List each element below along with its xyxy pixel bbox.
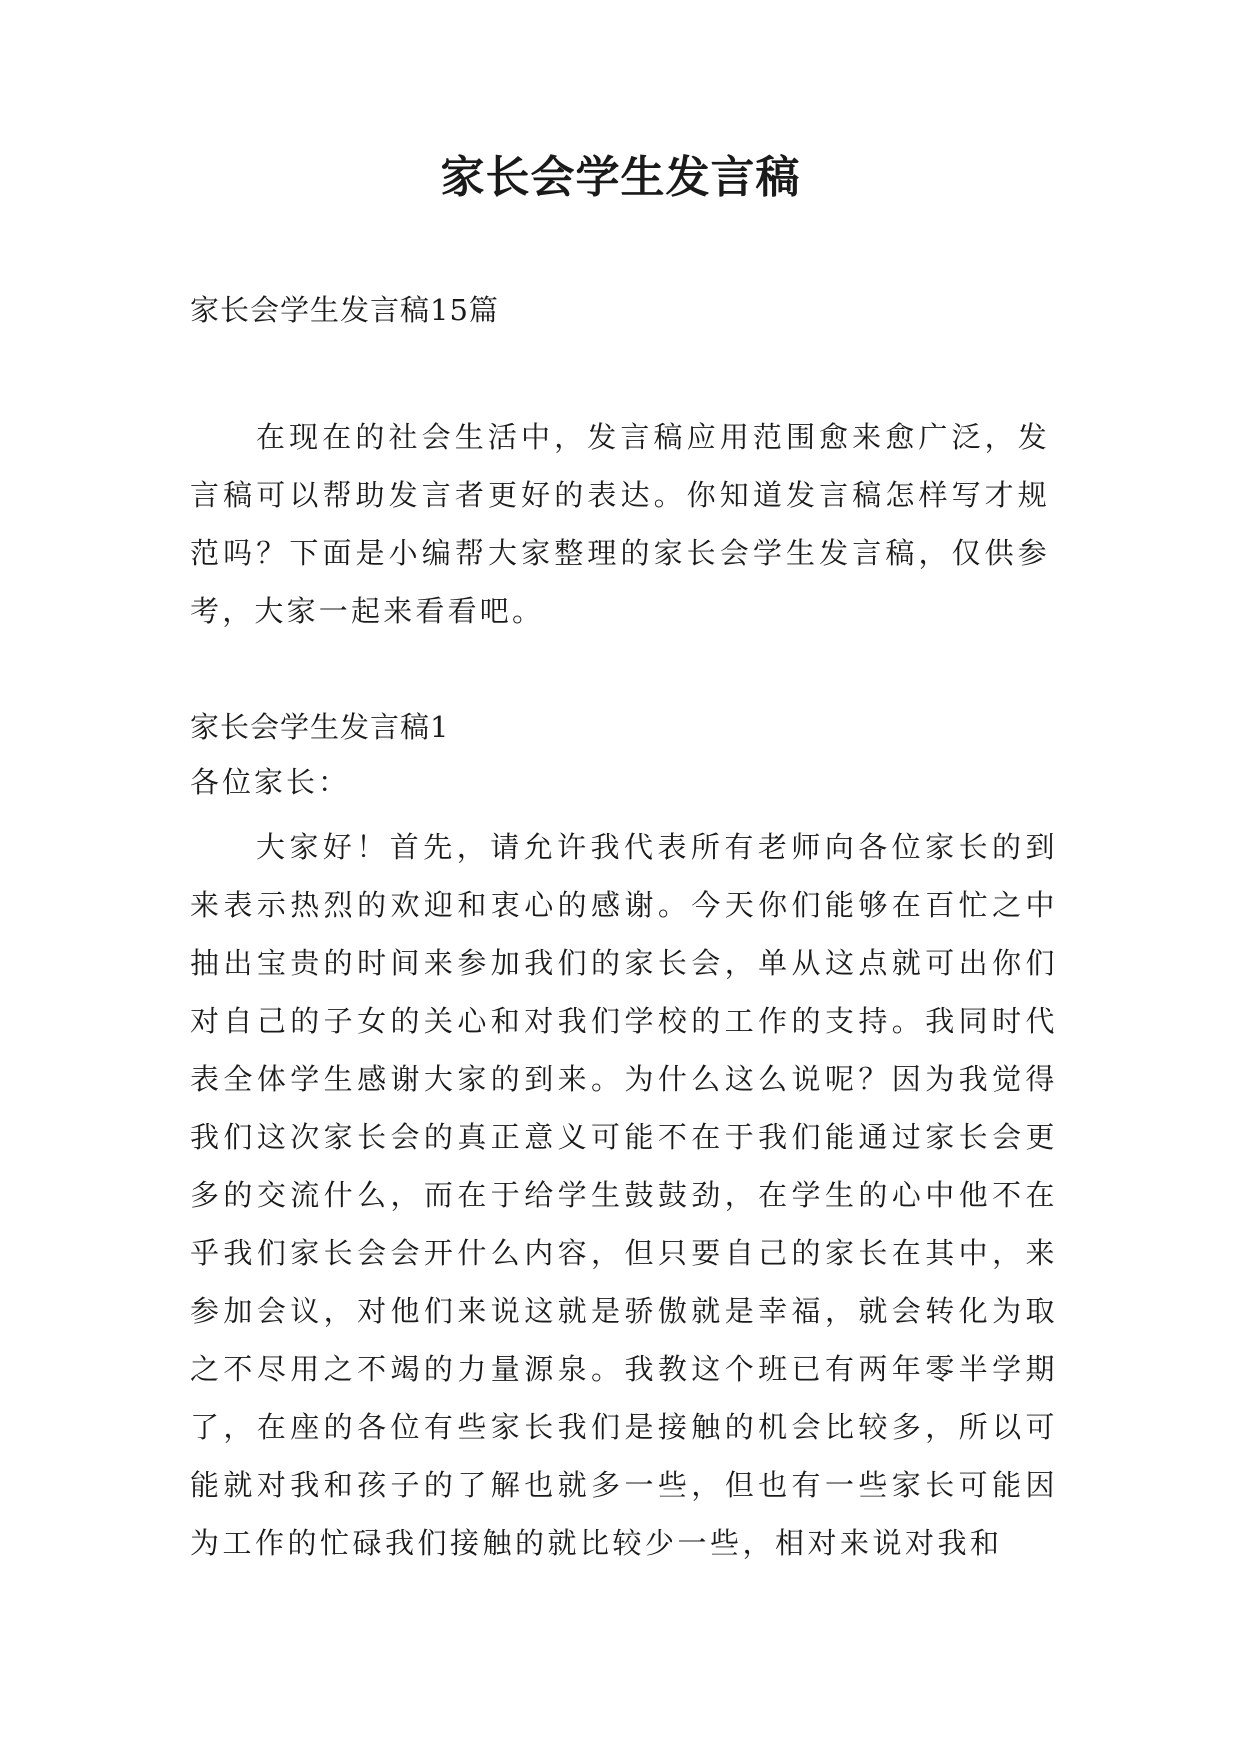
section-heading: 家长会学生发言稿1	[190, 710, 450, 744]
document-title: 家长会学生发言稿	[440, 152, 801, 203]
salutation: 各位家长：	[190, 765, 351, 799]
intro-paragraph: 在现在的社会生活中，发言稿应用范围愈来愈广泛，发言稿可以帮助发言者更好的表达。你知道发言稿怎样写才规范吗？下面是小编帮大家整理的家长会学生发言稿，仅供参考，大家一起来看看吧。	[190, 420, 1050, 628]
body-paragraph: 大家好！首先，请允许我代表所有老师向各位家长的到来表示热烈的欢迎和衷心的感谢。今天你们能够在百忙之中抽出宝贵的时间来参加我们的家长会，单从这点就可出你们对自己的子女的关心和对我们学校的工作的支持。我同时代表全体学生感谢大家的到来。为什么这么说呢？因为我觉得我们这次家长会的真正意义可能不在于我们能通过家长会更多的交流什么，而在于给学生鼓鼓劲，在学生的心中他不在乎我们家长会会开什么内容，但只要自己的家长在其中，来参加会议，对他们来说这就是骄傲就是幸福，就会转化为取之不尽用之不竭的力量源泉。我教这个班已有两年零半学期了，在座的各位有些家长我们是接触的机会比较多，所以可能就对我和孩子的了解也就多一些，但也有一些家长可能因为工作的忙碌我们接触的就比较少一些，相对来说对我和	[190, 830, 1058, 1560]
document-subtitle: 家长会学生发言稿15篇	[190, 293, 499, 327]
